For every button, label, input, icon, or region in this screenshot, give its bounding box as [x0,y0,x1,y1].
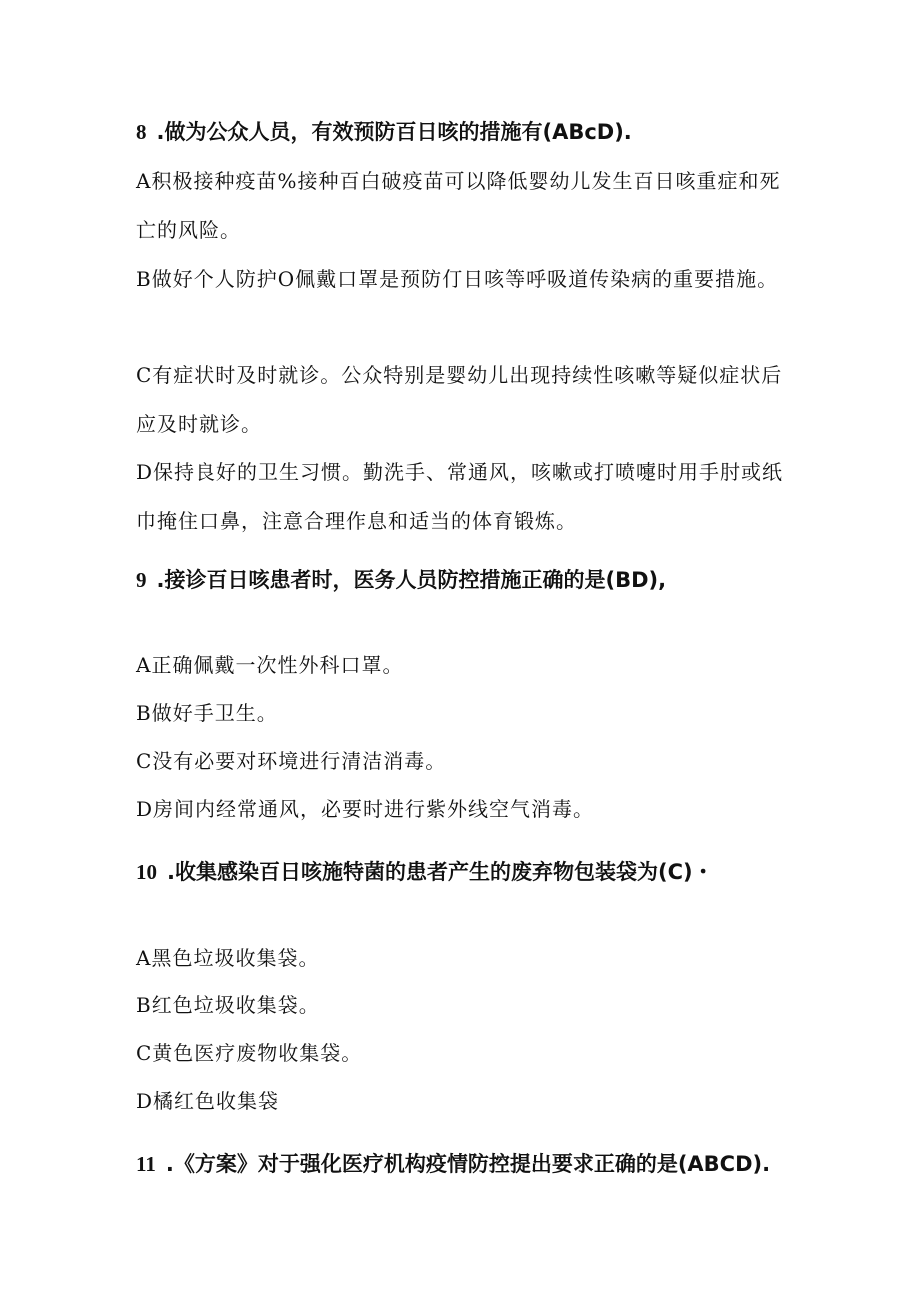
question-10-heading [136,858,714,886]
question-8-option-c: C有症状时及时就诊。公众特别是婴幼儿出现持续性咳嗽等疑似症状后应及时就诊。 [136,363,783,436]
question-11-heading [136,1150,770,1178]
question-number: 11 [136,1152,156,1176]
question-text: .收集感染百日咳施特菌的患者产生的废弃物包装袋为(C)・ [167,860,714,884]
question-10-option-c: C黄色医疗废物收集袋。 [136,1041,363,1065]
question-8-heading [136,118,632,146]
question-text: .接诊百日咳患者时，医务人员防控措施正确的是(BD), [156,568,667,592]
question-10-option-a: A黑色垃圾收集袋。 [136,946,320,970]
question-9-option-b: B做好手卫生。 [136,701,278,725]
question-9-option-d: D房间内经常通风，必要时进行紫外线空气消毒。 [136,797,595,821]
question-9-option-a: A正确佩戴一次性外科口罩。 [136,653,404,677]
question-8-option-d: D保持良好的卫生习惯。勤洗手、常通风，咳嗽或打喷嚏时用手肘或纸巾掩住口鼻，注意合理作息和适当的体育锻炼。 [136,460,784,533]
question-text: .《方案》对于强化医疗机构疫情防控提出要求正确的是(ABCD). [165,1152,771,1176]
question-text: .做为公众人员，有效预防百日咳的措施有(ABcD). [156,120,632,144]
question-10-option-b: B红色垃圾收集袋。 [136,993,320,1017]
question-number: 9 [136,568,147,592]
question-number: 10 [136,860,157,884]
question-9-heading [136,566,666,594]
question-10-option-d: D橘红色收集袋 [136,1089,280,1113]
question-8-option-b: B做好个人防护O佩戴口罩是预防仃日咳等呼吸道传染病的重要措施。 [136,267,779,291]
question-8-option-a: A积极接种疫苗%接种百白破疫苗可以降低婴幼儿发生百日咳重症和死亡的风险。 [136,169,781,242]
question-9-option-c: C没有必要对环境进行清洁消毒。 [136,749,447,773]
question-number: 8 [136,120,147,144]
